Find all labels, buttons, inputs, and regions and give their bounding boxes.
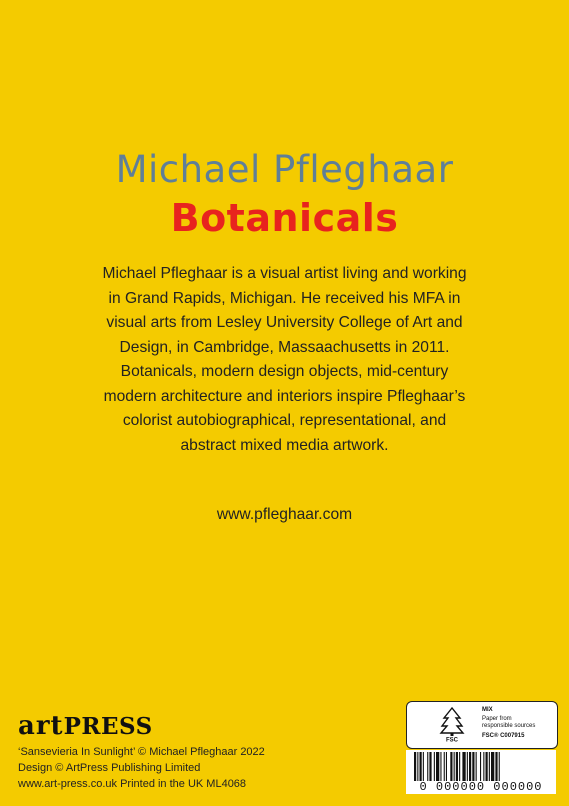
author-name: Michael Pfleghaar: [115, 148, 454, 191]
artist-website[interactable]: www.pfleghaar.com: [216, 506, 353, 523]
barcode-digits: 0 000000 000000: [406, 781, 556, 794]
barcode-bar: [472, 752, 474, 782]
barcode-bar: [420, 752, 422, 782]
barcode-bar: [456, 752, 458, 782]
barcode-bar: [495, 752, 497, 782]
barcode-bar: [499, 752, 500, 782]
fsc-paper-line1: Paper from: [482, 716, 512, 722]
fsc-paper-sources: [482, 716, 535, 730]
barcode-bar: [476, 752, 477, 782]
credit-design: Design © ArtPress Publishing Limited: [18, 762, 201, 774]
barcode-bar: [483, 752, 484, 782]
barcode-bar: [454, 752, 455, 782]
credits-block: [18, 744, 265, 792]
barcode-bar: [486, 752, 488, 782]
barcode-bar: [467, 752, 468, 782]
barcode: [406, 750, 556, 794]
card-title: Botanicals: [170, 196, 399, 240]
barcode-bar: [459, 752, 460, 782]
barcode-bar: [480, 752, 481, 782]
barcode-bar: [414, 752, 416, 782]
logo-press-text: PRESS: [63, 713, 153, 740]
barcode-bar: [417, 752, 418, 782]
barcode-bar: [446, 752, 447, 782]
barcode-bar: [440, 752, 441, 782]
barcode-bar: [491, 752, 494, 782]
artist-bio: Michael Pfleghaar is a visual artist living and working in Grand Rapids, Michigan. He received his MFA in visual arts from Lesley University College of Art and Design, in Cambridge, Massaachusetts in 2011. Botanicals, modern design objects, mid-century modern architecture and interiors inspire Pfleghaar’s colorist autobiographical, representational, and abstract mixed media artwork.: [102, 265, 467, 454]
barcode-bar: [429, 752, 431, 782]
barcode-bar: [489, 752, 490, 782]
barcode-bar: [434, 752, 435, 782]
barcode-bars: [406, 750, 556, 782]
fsc-mix: MIX: [482, 707, 493, 713]
fsc-paper-line2: responsible sources: [482, 723, 536, 729]
barcode-bar: [469, 752, 471, 782]
barcode-bar: [450, 752, 452, 782]
barcode-bar: [423, 752, 424, 782]
barcode-bar: [462, 752, 465, 782]
logo-art-text: art: [18, 711, 64, 741]
barcode-bar: [444, 752, 445, 782]
credit-publisher: www.art-press.co.uk Printed in the UK ML4068: [18, 778, 247, 790]
credit-artwork: ‘Sansevieria In Sunlight’ © Michael Pfleghaar 2022: [18, 746, 265, 758]
fsc-code: FSC® C007915: [482, 733, 525, 739]
fsc-label-box: [406, 701, 558, 749]
barcode-bar: [427, 752, 428, 782]
artpress-logo: [18, 711, 153, 741]
fsc-tree-icon: [437, 706, 467, 742]
barcode-bar: [436, 752, 439, 782]
fsc-tree-label: FSC: [446, 737, 458, 742]
